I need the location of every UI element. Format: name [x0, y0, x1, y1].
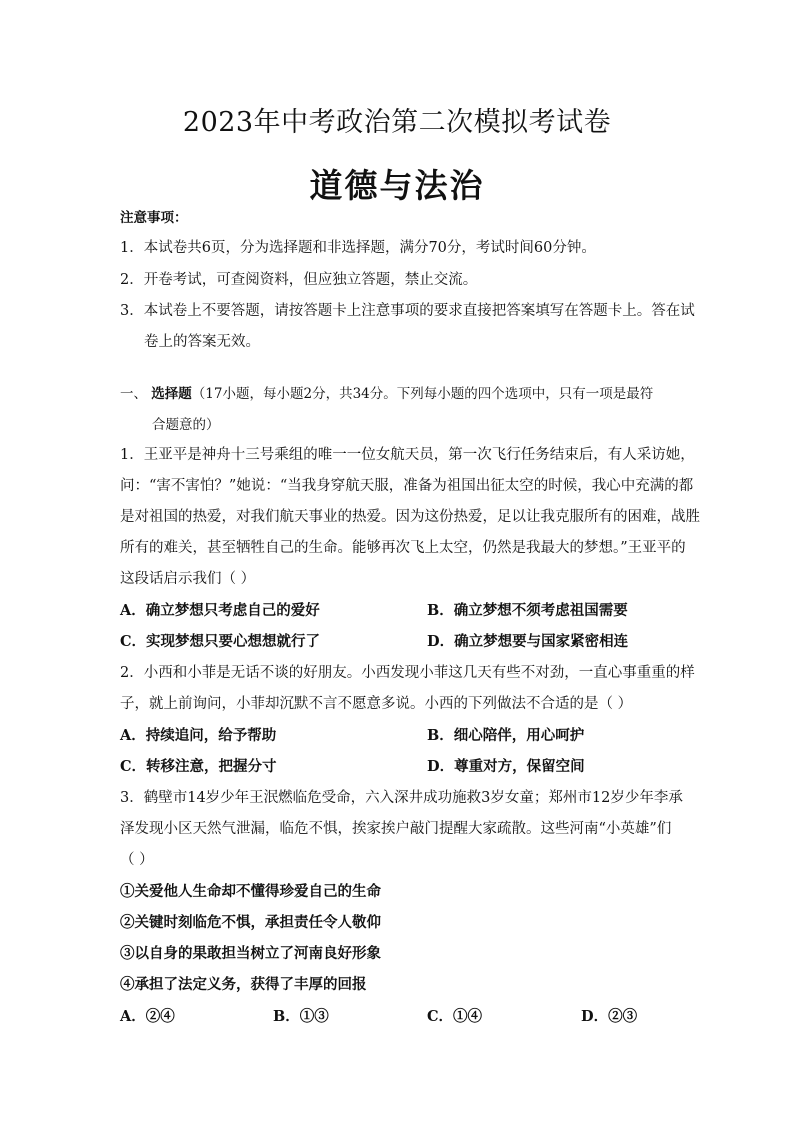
option-a: A．持续追问，给予帮助 — [120, 727, 277, 744]
question-line: 1．王亚平是神舟十三号乘组的唯一一位女航天员，第一次飞行任务结束后，有人采访她， — [120, 447, 695, 463]
note-item: 1．本试卷共6页，分为选择题和非选择题，满分70分，考试时间60分钟。 — [120, 240, 596, 256]
section-number: 一、 — [120, 386, 152, 402]
section-instructions-cont: 合题意的） — [152, 417, 220, 433]
section-heading — [120, 382, 653, 402]
option-c: C．实现梦想只要心想想就行了 — [120, 633, 321, 650]
note-item: 3．本试卷上不要答题，请按答题卡上注意事项的要求直接把答案填写在答题卡上。答在试 — [120, 303, 695, 319]
statement-item: ①关爱他人生命却不懂得珍爱自己的生命 — [120, 883, 381, 900]
note-item: 2．开卷考试，可查阅资料，但应独立答题，禁止交流。 — [120, 272, 478, 288]
statement-item: ②关键时刻临危不惧，承担责任令人敬仰 — [120, 914, 381, 931]
option-b: B．细心陪伴，用心呵护 — [427, 727, 585, 744]
notes-heading: 注意事项： — [120, 210, 188, 226]
section-name: 选择题 — [151, 386, 192, 402]
option-a: A．②④ — [120, 1008, 175, 1025]
question-line: 泽发现小区天然气泄漏，临危不惧，挨家挨户敲门提醒大家疏散。这些河南“小英雄”们 — [120, 821, 672, 837]
option-b: B．①③ — [273, 1008, 329, 1025]
option-b: B．确立梦想不须考虑祖国需要 — [427, 602, 628, 619]
question-line: 3．鹤壁市14岁少年王泯燃临危受命，六入深井成功施救3岁女童；郑州市12岁少年李承 — [120, 790, 683, 806]
exam-subtitle: 道德与法治 — [309, 166, 485, 205]
statement-item: ③以自身的果敢担当树立了河南良好形象 — [120, 945, 381, 962]
option-d: D．确立梦想要与国家紧密相连 — [427, 633, 629, 650]
option-c: C．①④ — [427, 1008, 483, 1025]
option-d: D．尊重对方，保留空间 — [427, 758, 585, 775]
option-c: C．转移注意，把握分寸 — [120, 758, 277, 775]
question-line: 这段话启示我们（ ） — [120, 571, 256, 587]
statement-item: ④承担了法定义务，获得了丰厚的回报 — [120, 976, 367, 993]
section-instructions: （17小题，每小题2分，共34分。下列每小题的四个选项中，只有一项是最符 — [191, 386, 654, 402]
question-line: 所有的难关，甚至牺牲自己的生命。能够再次飞上太空，仍然是我最大的梦想。”王亚平的 — [120, 540, 686, 556]
question-line: 2．小西和小菲是无话不谈的好朋友。小西发现小菲这几天有些不对劲，一直心事重重的样 — [120, 665, 695, 681]
question-line: 问：“害不害怕？”她说：“当我身穿航天服，准备为祖国出征太空的时候，我心中充满的都 — [120, 478, 694, 494]
question-line: 子，就上前询问，小菲却沉默不言不愿意多说。小西的下列做法不合适的是（ ） — [120, 696, 633, 712]
question-line: （ ） — [120, 852, 154, 868]
option-d: D．②③ — [581, 1008, 638, 1025]
note-item: 卷上的答案无效。 — [144, 334, 260, 350]
option-a: A．确立梦想只考虑自己的爱好 — [120, 602, 320, 619]
exam-title: 2023年中考政治第二次模拟考试卷 — [182, 107, 612, 138]
question-line: 是对祖国的热爱，对我们航天事业的热爱。因为这份热爱，足以让我克服所有的困难，战胜 — [120, 509, 700, 525]
